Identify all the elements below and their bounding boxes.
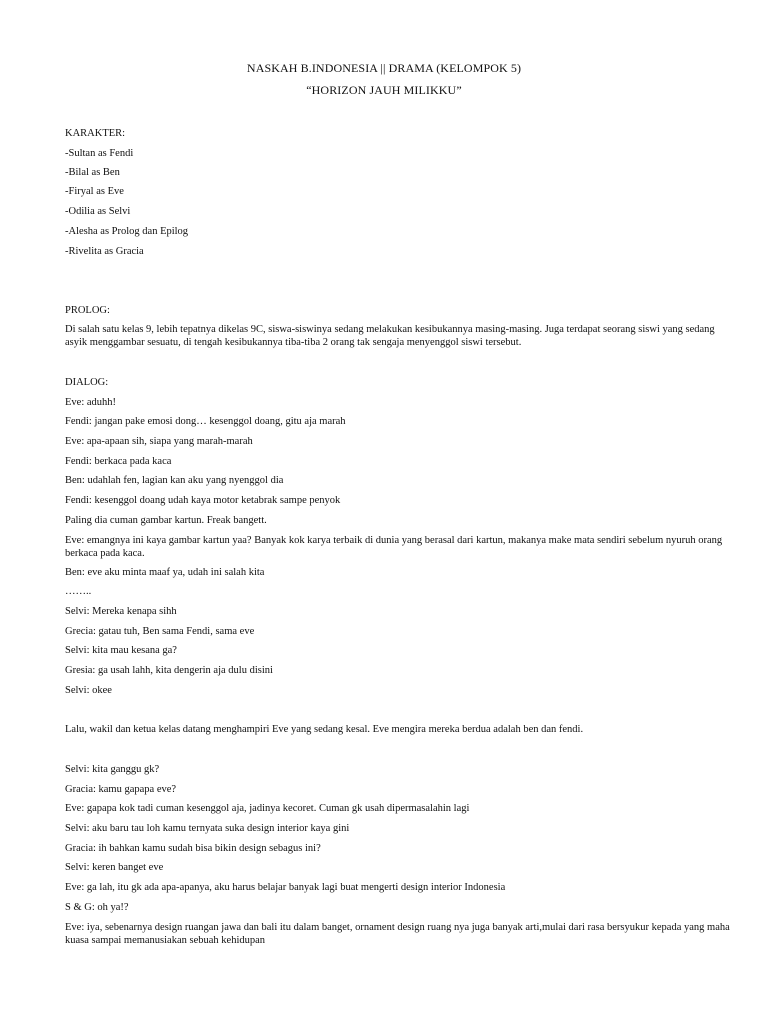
dialog-line: Eve: ga lah, itu gk ada apa-apanya, aku harus belajar banyak lagi buat mengerti design interior Indonesia <box>65 882 506 893</box>
dialog-line: Gracia: ih bahkan kamu sudah bisa bikin design sebagus ini? <box>65 843 321 854</box>
dialog-line: Selvi: kita mau kesana ga? <box>65 645 177 656</box>
dialog-line: Fendi: jangan pake emosi dong… kesenggol doang, gitu aja marah <box>65 416 346 427</box>
prolog-heading: PROLOG: <box>65 305 110 316</box>
karakter-item: -Alesha as Prolog dan Epilog <box>65 226 189 237</box>
document-subtitle: “HORIZON JAUH MILIKKU” <box>306 83 462 97</box>
dialog-line: Selvi: Mereka kenapa sihh <box>65 606 177 617</box>
dialog-line: Selvi: keren banget eve <box>65 862 164 873</box>
narration-text: Lalu, wakil dan ketua kelas datang menghampiri Eve yang sedang kesal. Eve mengira mereka berdua adalah ben dan fendi. <box>65 724 584 735</box>
dialog-line: Gresia: ga usah lahh, kita dengerin aja dulu disini <box>65 665 273 676</box>
dialog-line: Grecia: gatau tuh, Ben sama Fendi, sama eve <box>65 626 255 637</box>
dialog-line: Eve: gapapa kok tadi cuman kesenggol aja, jadinya kecoret. Cuman gk usah dipermasalahin lagi <box>65 803 470 814</box>
prolog-text: Di salah satu kelas 9, lebih tepatnya dikelas 9C, siswa-siswinya sedang melakukan kesibukannya masing-masing. Juga terdapat seorang siswi yang sedang asyik menggambar sesuatu, di tengah kesibukannya tiba-tiba 2 orang tak sengaja menyenggol siswi tersebut. <box>65 324 715 348</box>
dialog-ellipsis: …….. <box>65 586 92 597</box>
dialog-line: Ben: udahlah fen, lagian kan aku yang nyenggol dia <box>65 475 284 486</box>
dialog-line: Fendi: kesenggol doang udah kaya motor ketabrak sampe penyok <box>65 495 341 506</box>
karakter-item: -Rivelita as Gracia <box>65 246 144 257</box>
karakter-item: -Odilia as Selvi <box>65 206 131 217</box>
karakter-item: -Firyal as Eve <box>65 186 124 197</box>
dialog-line: Ben: eve aku minta maaf ya, udah ini salah kita <box>65 567 265 578</box>
dialog-line-eve-long: Eve: emangnya ini kaya gambar kartun yaa? Banyak kok karya terbaik di dunia yang berasal dari kartun, makanya make mata sendiri sebelum nyuruh orang berkaca pada kaca. <box>65 535 723 559</box>
dialog-line: Selvi: okee <box>65 685 112 696</box>
dialog-line: Gracia: kamu gapapa eve? <box>65 784 177 795</box>
document-title: NASKAH B.INDONESIA || DRAMA (KELOMPOK 5) <box>246 61 522 75</box>
dialog-line: Fendi: berkaca pada kaca <box>65 456 172 467</box>
dialog-line: S & G: oh ya!? <box>65 902 129 913</box>
dialog-line: Eve: apa-apaan sih, siapa yang marah-marah <box>65 436 253 447</box>
dialog-line-eve-final: Eve: iya, sebenarnya design ruangan jawa dan bali itu dalam banget, ornament design ruang nya juga banyak arti,mulai dari rasa bersyukur kepada yang maha kuasa sampai memanusiakan sebuah kehidupan <box>65 922 730 946</box>
dialog-line: Eve: aduhh! <box>65 397 117 408</box>
dialog-line: Selvi: kita ganggu gk? <box>65 764 160 775</box>
dialog-line: Paling dia cuman gambar kartun. Freak bangett. <box>65 515 267 526</box>
karakter-item: -Sultan as Fendi <box>65 148 134 159</box>
dialog-line: Selvi: aku baru tau loh kamu ternyata suka design interior kaya gini <box>65 823 350 834</box>
dialog-heading: DIALOG: <box>65 377 109 388</box>
karakter-heading: KARAKTER: <box>65 128 126 139</box>
karakter-item: -Bilal as Ben <box>65 167 120 178</box>
